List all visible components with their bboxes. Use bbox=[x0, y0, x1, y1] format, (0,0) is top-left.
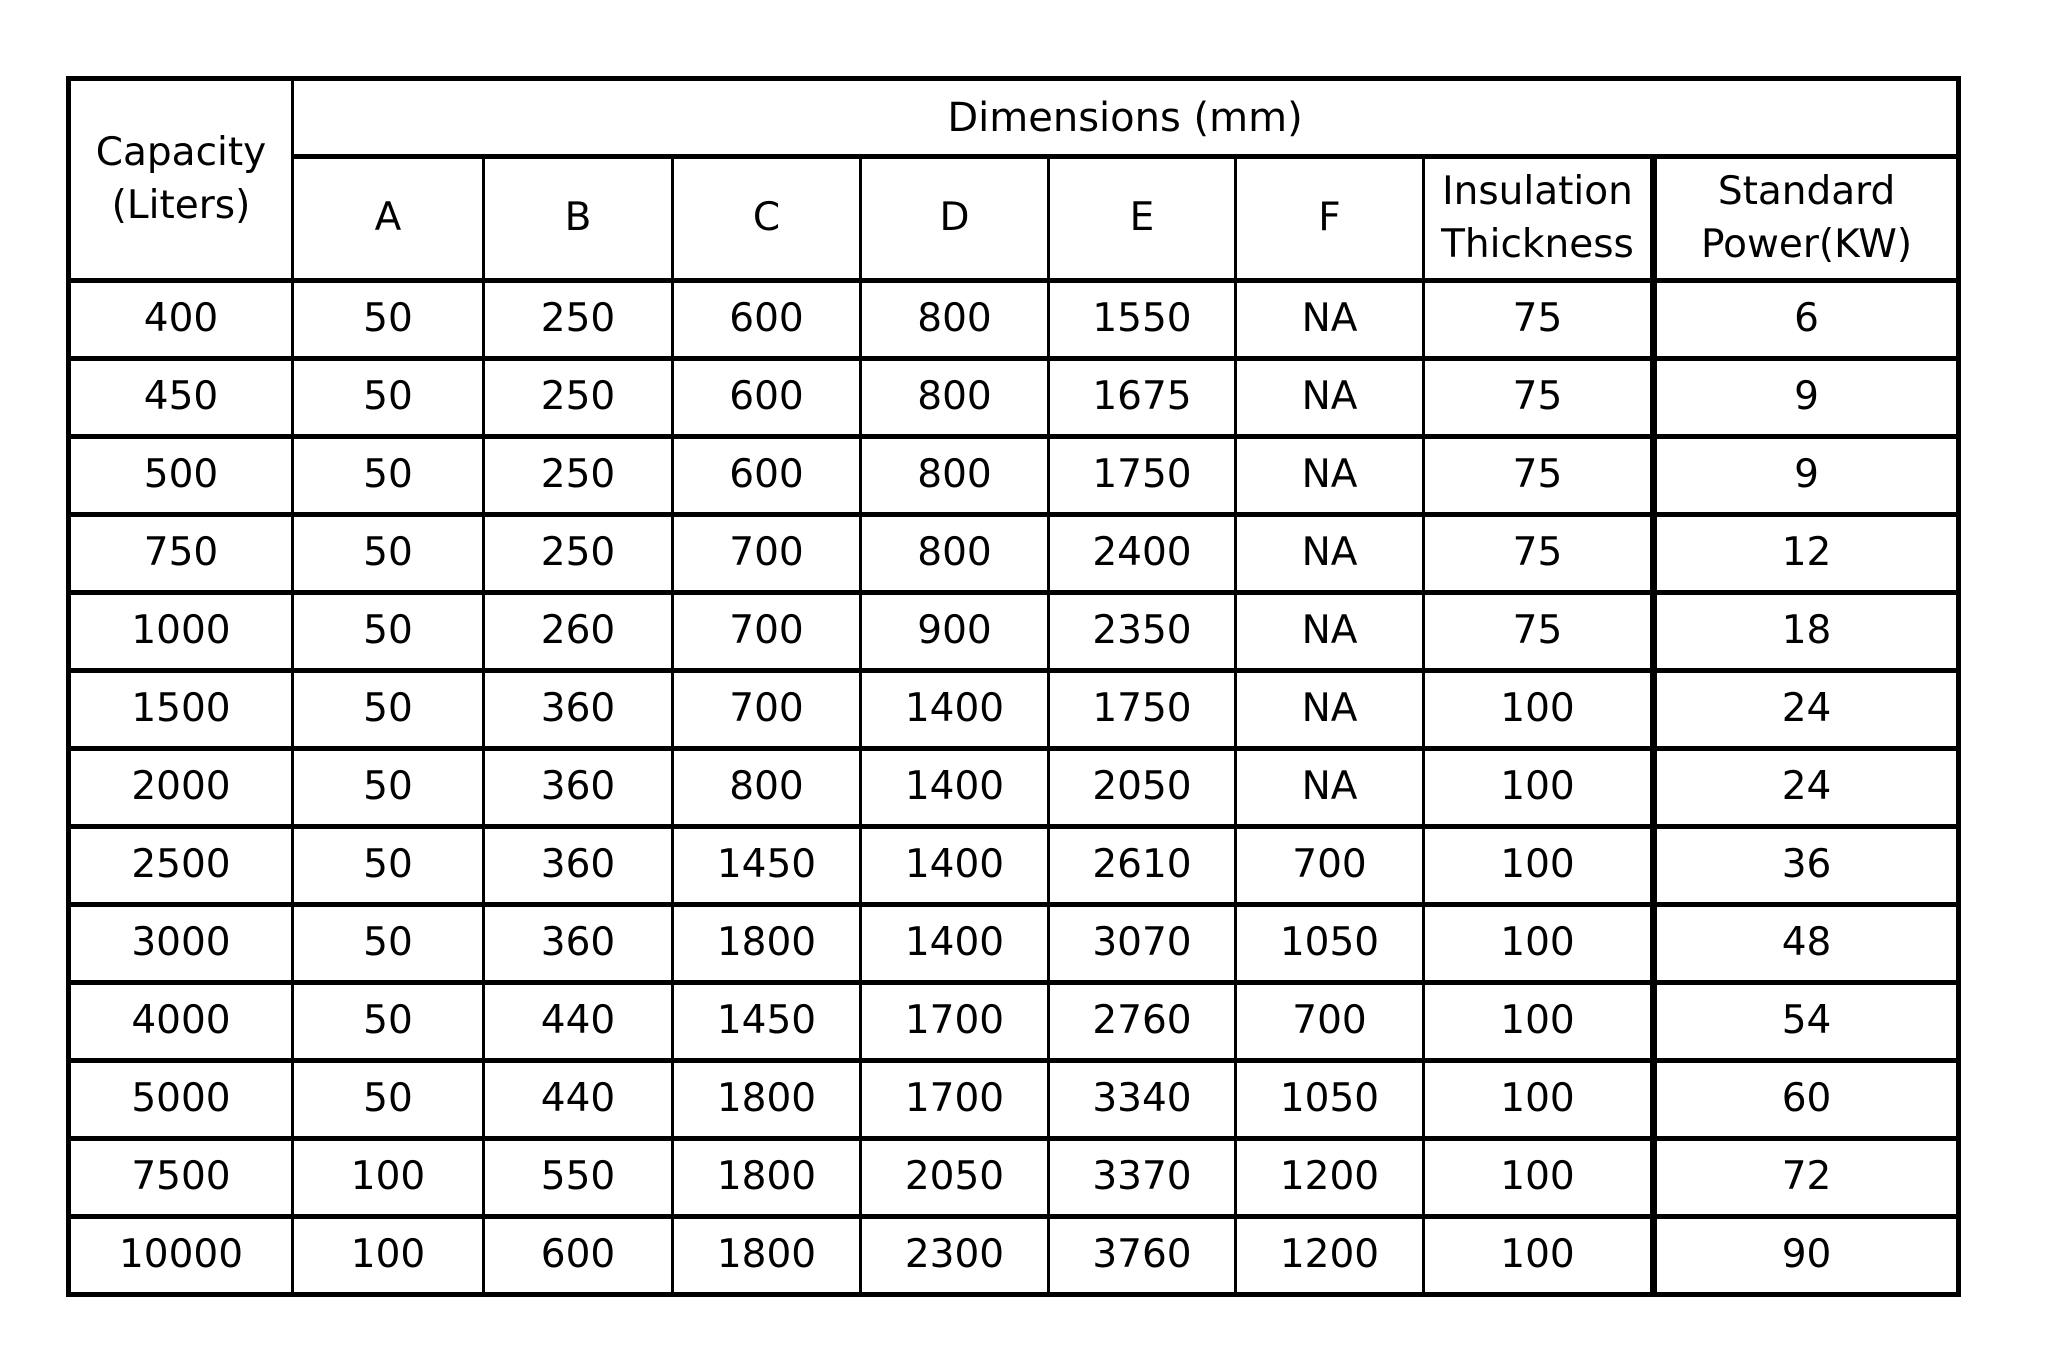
cell-d: 1700 bbox=[861, 1061, 1049, 1139]
cell-e: 1750 bbox=[1049, 437, 1236, 515]
cell-insulation-thickness: 100 bbox=[1424, 671, 1654, 749]
cell-e: 1550 bbox=[1049, 281, 1236, 359]
cell-f: NA bbox=[1236, 593, 1424, 671]
table-row bbox=[69, 515, 1959, 593]
cell-c: 700 bbox=[673, 671, 861, 749]
cell-standard-power: 54 bbox=[1654, 983, 1959, 1061]
cell-d: 1400 bbox=[861, 671, 1049, 749]
cell-standard-power: 72 bbox=[1654, 1139, 1959, 1217]
cell-b: 250 bbox=[484, 359, 673, 437]
cell-c: 1450 bbox=[673, 827, 861, 905]
cell-a: 50 bbox=[293, 515, 484, 593]
cell-standard-power: 9 bbox=[1654, 437, 1959, 515]
cell-e: 3070 bbox=[1049, 905, 1236, 983]
cell-standard-power: 24 bbox=[1654, 749, 1959, 827]
cell-e: 3370 bbox=[1049, 1139, 1236, 1217]
cell-d: 800 bbox=[861, 281, 1049, 359]
cell-f: 1050 bbox=[1236, 905, 1424, 983]
cell-b: 550 bbox=[484, 1139, 673, 1217]
cell-e: 2610 bbox=[1049, 827, 1236, 905]
table-row bbox=[69, 1139, 1959, 1217]
cell-a: 50 bbox=[293, 671, 484, 749]
cell-standard-power: 12 bbox=[1654, 515, 1959, 593]
cell-f: 1200 bbox=[1236, 1139, 1424, 1217]
cell-c: 600 bbox=[673, 281, 861, 359]
cell-b: 360 bbox=[484, 749, 673, 827]
cell-insulation-thickness: 100 bbox=[1424, 1061, 1654, 1139]
cell-insulation-thickness: 100 bbox=[1424, 749, 1654, 827]
cell-e: 2350 bbox=[1049, 593, 1236, 671]
cell-e: 1750 bbox=[1049, 671, 1236, 749]
table-row bbox=[69, 437, 1959, 515]
cell-capacity: 1500 bbox=[69, 671, 293, 749]
cell-standard-power: 6 bbox=[1654, 281, 1959, 359]
cell-b: 360 bbox=[484, 827, 673, 905]
cell-f: NA bbox=[1236, 437, 1424, 515]
cell-c: 1800 bbox=[673, 1217, 861, 1295]
cell-a: 50 bbox=[293, 593, 484, 671]
cell-c: 700 bbox=[673, 515, 861, 593]
header-col-a: A bbox=[293, 157, 484, 281]
cell-a: 50 bbox=[293, 827, 484, 905]
table-body bbox=[69, 281, 1959, 1295]
table-row bbox=[69, 749, 1959, 827]
cell-f: NA bbox=[1236, 359, 1424, 437]
cell-f: NA bbox=[1236, 671, 1424, 749]
cell-capacity: 400 bbox=[69, 281, 293, 359]
cell-a: 50 bbox=[293, 359, 484, 437]
cell-b: 440 bbox=[484, 1061, 673, 1139]
cell-standard-power: 24 bbox=[1654, 671, 1959, 749]
cell-insulation-thickness: 75 bbox=[1424, 359, 1654, 437]
cell-c: 800 bbox=[673, 749, 861, 827]
cell-e: 2760 bbox=[1049, 983, 1236, 1061]
header-col-d: D bbox=[861, 157, 1049, 281]
cell-f: NA bbox=[1236, 281, 1424, 359]
table-row bbox=[69, 359, 1959, 437]
cell-c: 1800 bbox=[673, 905, 861, 983]
cell-insulation-thickness: 100 bbox=[1424, 905, 1654, 983]
header-sub-row bbox=[69, 157, 1959, 281]
cell-d: 800 bbox=[861, 437, 1049, 515]
cell-f: NA bbox=[1236, 749, 1424, 827]
cell-insulation-thickness: 75 bbox=[1424, 437, 1654, 515]
cell-standard-power: 9 bbox=[1654, 359, 1959, 437]
cell-e: 1675 bbox=[1049, 359, 1236, 437]
cell-a: 50 bbox=[293, 281, 484, 359]
cell-d: 2050 bbox=[861, 1139, 1049, 1217]
cell-b: 250 bbox=[484, 515, 673, 593]
cell-d: 2300 bbox=[861, 1217, 1049, 1295]
cell-c: 700 bbox=[673, 593, 861, 671]
header-col-standard-power: Standard Power(KW) bbox=[1654, 157, 1959, 281]
header-col-f: F bbox=[1236, 157, 1424, 281]
cell-c: 1800 bbox=[673, 1061, 861, 1139]
header-capacity-liters: Capacity (Liters) bbox=[69, 79, 293, 281]
cell-capacity: 7500 bbox=[69, 1139, 293, 1217]
cell-d: 1400 bbox=[861, 827, 1049, 905]
cell-c: 600 bbox=[673, 437, 861, 515]
cell-a: 50 bbox=[293, 983, 484, 1061]
cell-b: 600 bbox=[484, 1217, 673, 1295]
cell-capacity: 10000 bbox=[69, 1217, 293, 1295]
cell-c: 1800 bbox=[673, 1139, 861, 1217]
cell-d: 900 bbox=[861, 593, 1049, 671]
cell-standard-power: 48 bbox=[1654, 905, 1959, 983]
cell-capacity: 2500 bbox=[69, 827, 293, 905]
cell-insulation-thickness: 75 bbox=[1424, 593, 1654, 671]
cell-d: 1400 bbox=[861, 905, 1049, 983]
table-row bbox=[69, 905, 1959, 983]
cell-f: 1200 bbox=[1236, 1217, 1424, 1295]
cell-d: 800 bbox=[861, 359, 1049, 437]
cell-capacity: 3000 bbox=[69, 905, 293, 983]
cell-b: 250 bbox=[484, 437, 673, 515]
cell-capacity: 2000 bbox=[69, 749, 293, 827]
cell-insulation-thickness: 100 bbox=[1424, 1139, 1654, 1217]
cell-f: 700 bbox=[1236, 827, 1424, 905]
cell-c: 1450 bbox=[673, 983, 861, 1061]
header-col-e: E bbox=[1049, 157, 1236, 281]
cell-a: 50 bbox=[293, 905, 484, 983]
cell-capacity: 500 bbox=[69, 437, 293, 515]
cell-standard-power: 90 bbox=[1654, 1217, 1959, 1295]
table-row bbox=[69, 827, 1959, 905]
cell-b: 440 bbox=[484, 983, 673, 1061]
cell-insulation-thickness: 100 bbox=[1424, 983, 1654, 1061]
cell-e: 3760 bbox=[1049, 1217, 1236, 1295]
cell-e: 2050 bbox=[1049, 749, 1236, 827]
cell-d: 1700 bbox=[861, 983, 1049, 1061]
cell-capacity: 750 bbox=[69, 515, 293, 593]
cell-capacity: 4000 bbox=[69, 983, 293, 1061]
table-row bbox=[69, 671, 1959, 749]
cell-b: 360 bbox=[484, 671, 673, 749]
cell-insulation-thickness: 75 bbox=[1424, 281, 1654, 359]
cell-e: 3340 bbox=[1049, 1061, 1236, 1139]
cell-insulation-thickness: 75 bbox=[1424, 515, 1654, 593]
cell-insulation-thickness: 100 bbox=[1424, 827, 1654, 905]
cell-capacity: 1000 bbox=[69, 593, 293, 671]
cell-standard-power: 60 bbox=[1654, 1061, 1959, 1139]
cell-standard-power: 18 bbox=[1654, 593, 1959, 671]
cell-capacity: 450 bbox=[69, 359, 293, 437]
table-row bbox=[69, 593, 1959, 671]
table-row bbox=[69, 1061, 1959, 1139]
header-group-row bbox=[69, 79, 1959, 157]
table-header bbox=[69, 79, 1959, 281]
capacity-dimensions-table bbox=[66, 76, 1961, 1297]
table-row bbox=[69, 983, 1959, 1061]
header-col-insulation-thickness: Insulation Thickness bbox=[1424, 157, 1654, 281]
cell-b: 360 bbox=[484, 905, 673, 983]
cell-b: 250 bbox=[484, 281, 673, 359]
cell-a: 50 bbox=[293, 749, 484, 827]
table-row bbox=[69, 281, 1959, 359]
cell-e: 2400 bbox=[1049, 515, 1236, 593]
header-col-c: C bbox=[673, 157, 861, 281]
cell-d: 1400 bbox=[861, 749, 1049, 827]
cell-b: 260 bbox=[484, 593, 673, 671]
cell-a: 100 bbox=[293, 1139, 484, 1217]
cell-c: 600 bbox=[673, 359, 861, 437]
cell-a: 50 bbox=[293, 1061, 484, 1139]
header-dimensions-mm: Dimensions (mm) bbox=[293, 79, 1959, 157]
cell-f: 700 bbox=[1236, 983, 1424, 1061]
cell-standard-power: 36 bbox=[1654, 827, 1959, 905]
cell-insulation-thickness: 100 bbox=[1424, 1217, 1654, 1295]
cell-capacity: 5000 bbox=[69, 1061, 293, 1139]
cell-f: 1050 bbox=[1236, 1061, 1424, 1139]
table-row bbox=[69, 1217, 1959, 1295]
cell-a: 100 bbox=[293, 1217, 484, 1295]
cell-f: NA bbox=[1236, 515, 1424, 593]
cell-d: 800 bbox=[861, 515, 1049, 593]
header-col-b: B bbox=[484, 157, 673, 281]
cell-a: 50 bbox=[293, 437, 484, 515]
